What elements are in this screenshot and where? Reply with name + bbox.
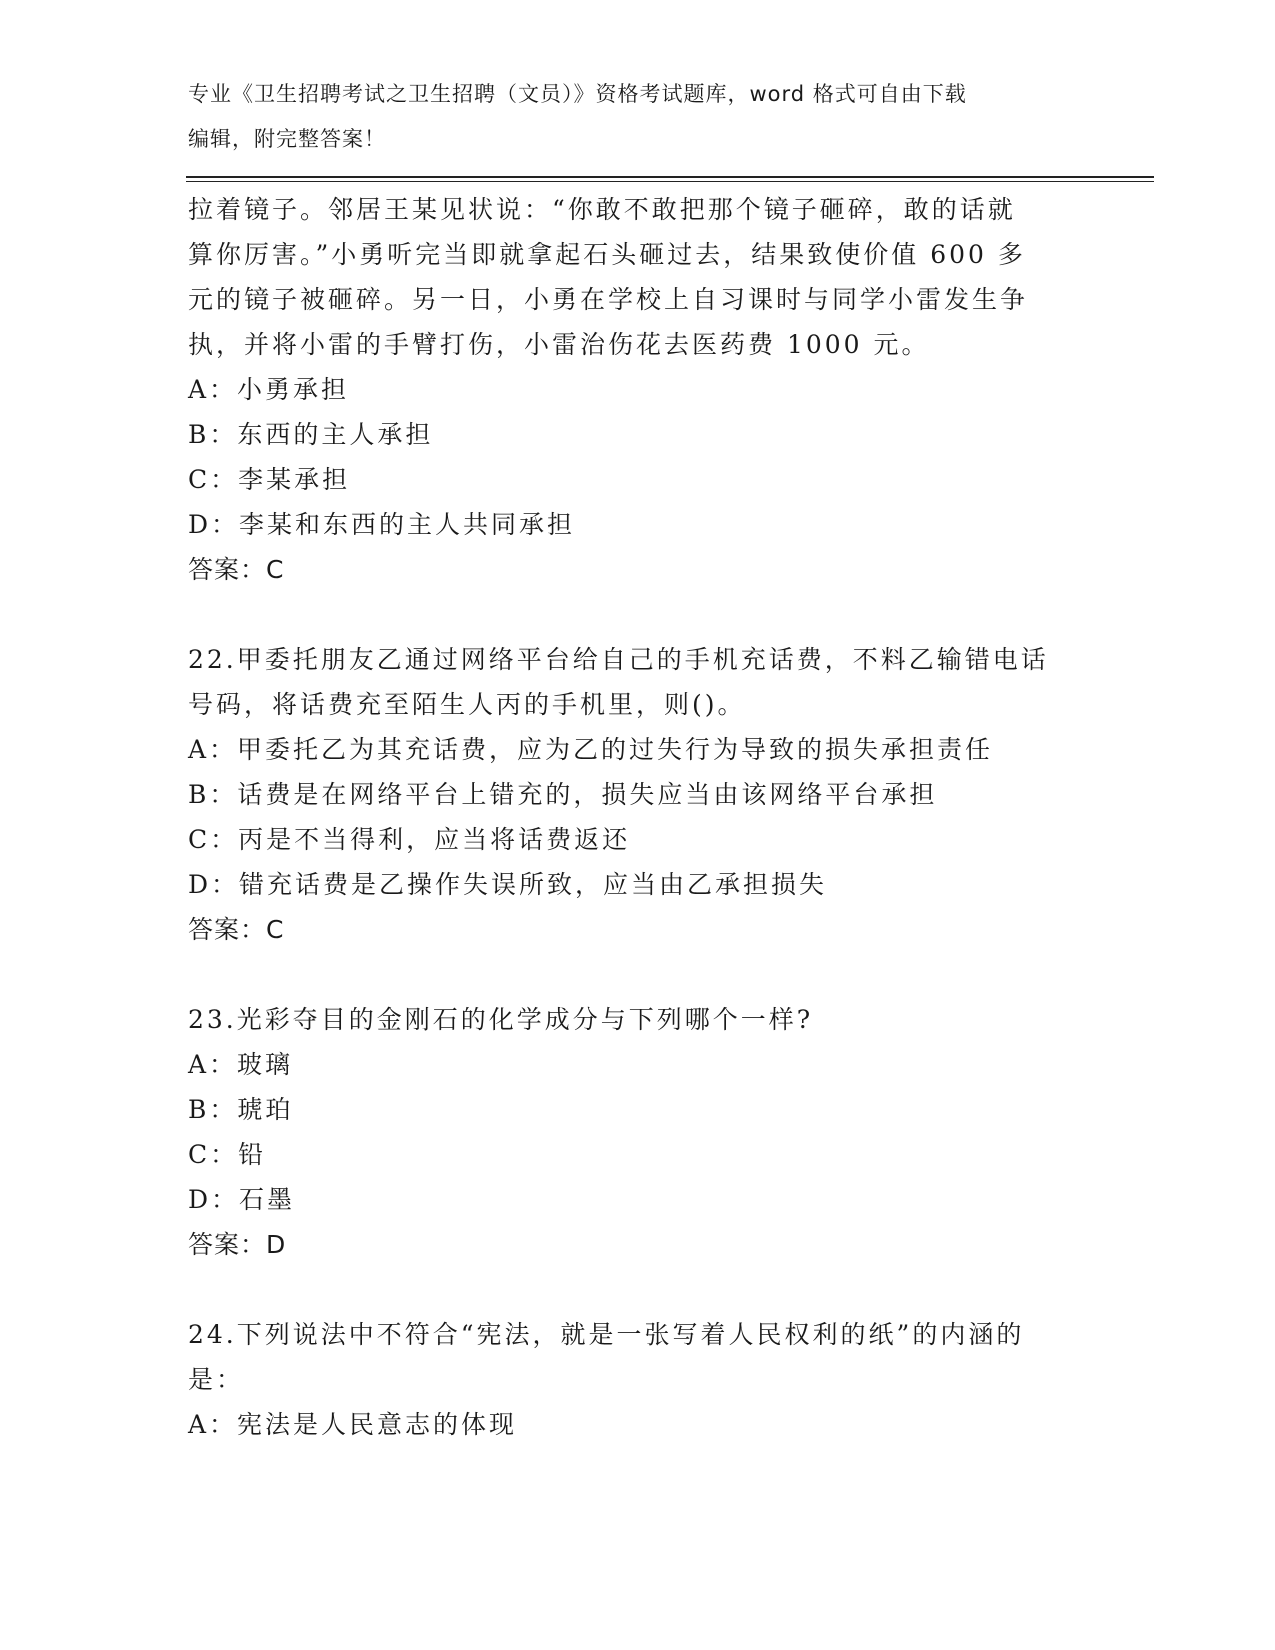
question-spacer: [188, 592, 1088, 637]
question-24: [188, 1312, 1088, 1447]
page-header: [188, 72, 1088, 162]
question-spacer: [188, 1267, 1088, 1312]
question-text-line: 24.下列说法中不符合“宪法，就是一张写着人民权利的纸”的内涵的: [188, 1320, 1025, 1349]
question-text-line: 元的镜子被砸碎。另一日，小勇在学校上自习课时与同学小雷发生争: [188, 285, 1029, 314]
option-c: C：铅: [188, 1140, 267, 1169]
option-d: D：李某和东西的主人共同承担: [188, 510, 576, 539]
question-text-line: 是：: [188, 1365, 245, 1394]
question-text-line: 号码，将话费充至陌生人丙的手机里，则()。: [188, 690, 746, 719]
option-b: B：话费是在网络平台上错充的，损失应当由该网络平台承担: [188, 780, 938, 809]
question-spacer: [188, 952, 1088, 997]
page-content: [188, 187, 1088, 1447]
option-d: D：石墨: [188, 1185, 296, 1214]
option-d: D：错充话费是乙操作失误所致，应当由乙承担损失: [188, 870, 828, 899]
option-a: A：甲委托乙为其充话费，应为乙的过失行为导致的损失承担责任: [188, 735, 994, 764]
option-a: A：小勇承担: [188, 375, 350, 404]
option-a: A：宪法是人民意志的体现: [188, 1410, 518, 1439]
question-text-line: 23.光彩夺目的金刚石的化学成分与下列哪个一样?: [188, 1005, 814, 1034]
header-divider-thick: [186, 176, 1154, 178]
option-a: A：玻璃: [188, 1050, 294, 1079]
question-22: [188, 637, 1088, 952]
option-c: C：丙是不当得利，应当将话费返还: [188, 825, 631, 854]
question-21-continued: [188, 187, 1088, 592]
question-text-line: 拉着镜子。邻居王某见状说：“你敢不敢把那个镜子砸碎，敢的话就: [188, 195, 1016, 224]
header-line-1: 专业《卫生招聘考试之卫生招聘（文员）》资格考试题库，word 格式可自由下载: [188, 82, 967, 106]
option-b: B：琥珀: [188, 1095, 294, 1124]
question-text-line: 22.甲委托朋友乙通过网络平台给自己的手机充话费，不料乙输错电话: [188, 645, 1049, 674]
answer-line: 答案：C: [188, 555, 285, 584]
option-c: C：李某承担: [188, 465, 351, 494]
question-text-line: 算你厉害。”小勇听完当即就拿起石头砸过去，结果致使价值 600 多: [188, 240, 1026, 269]
question-text-line: 执，并将小雷的手臂打伤，小雷治伤花去医药费 1000 元。: [188, 330, 930, 359]
option-b: B：东西的主人承担: [188, 420, 434, 449]
header-line-2: 编辑，附完整答案！: [188, 127, 386, 151]
header-divider-thin: [186, 181, 1154, 182]
answer-line: 答案：D: [188, 1230, 287, 1259]
answer-line: 答案：C: [188, 915, 285, 944]
question-23: [188, 997, 1088, 1267]
